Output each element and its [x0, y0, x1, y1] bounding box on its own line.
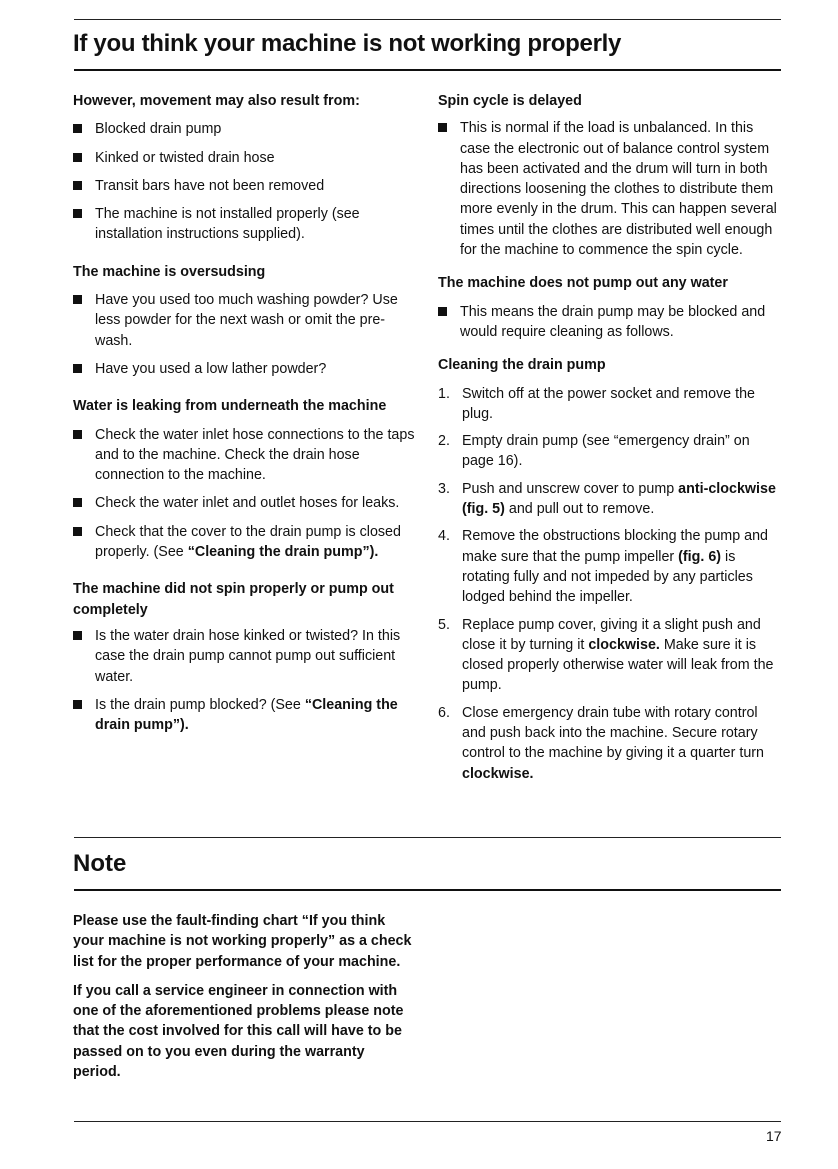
numbered-list	[438, 384, 783, 784]
bullet-list	[438, 302, 783, 343]
item-text: Check the water inlet and outlet hoses for leaks.	[95, 495, 400, 512]
section-heading: The machine did not spin properly or pump out completely	[73, 581, 394, 618]
section-heading: Spin cycle is delayed	[438, 93, 582, 109]
page-title: If you think your machine is not working properly	[73, 30, 622, 57]
square-bullet-icon	[73, 700, 82, 709]
bullet-list	[438, 118, 783, 260]
item-text: Have you used a low lather powder?	[95, 360, 327, 377]
item-text: Check that the cover to the drain pump is closed properly. (See	[95, 523, 401, 561]
item-text: Blocked drain pump	[95, 121, 222, 138]
step-number: 5.	[438, 616, 450, 633]
list-item	[438, 703, 783, 784]
section-heading: However, movement may also result from:	[73, 93, 360, 109]
square-bullet-icon	[438, 123, 447, 132]
section-heading: The machine is oversudsing	[73, 263, 266, 280]
emphasis: anti-clockwise (fig. 5)	[462, 480, 776, 518]
list-item	[438, 118, 783, 260]
step-text: Empty drain pump (see “emergency drain” on page 16).	[462, 433, 750, 470]
step-number: 2.	[438, 433, 450, 450]
cross-reference: “Cleaning the drain pump”).	[187, 544, 379, 561]
bullet-list	[73, 425, 418, 563]
left-column	[73, 91, 418, 735]
note-body	[73, 911, 413, 1091]
list-item	[438, 615, 783, 696]
step-text: Remove the obstructions blocking the pump and make sure that the pump impeller	[462, 528, 768, 565]
list-item	[73, 425, 418, 486]
square-bullet-icon	[438, 307, 447, 316]
list-item	[438, 384, 783, 425]
step-text: Switch off at the power socket and remove the plug.	[462, 385, 755, 422]
emphasis: (fig. 6)	[678, 548, 722, 565]
bullet-list	[73, 626, 418, 735]
section-heading: The machine does not pump out any water	[438, 275, 728, 292]
emphasis: clockwise.	[588, 636, 660, 653]
list-item	[438, 479, 783, 520]
step-number: 3.	[438, 480, 450, 497]
step-text: is rotating fully and not impeded by any particles lodged behind the impeller.	[462, 548, 753, 606]
emphasis: clockwise.	[462, 765, 534, 782]
list-item	[73, 493, 418, 513]
note-top-rule	[74, 837, 781, 838]
note-title: Note	[73, 850, 127, 877]
list-item	[73, 626, 418, 687]
section-heading: Water is leaking from underneath the machine	[73, 398, 387, 415]
list-item	[73, 695, 418, 736]
step-text: Close emergency drain tube with rotary control and push back into the machine. Secure rotary control to the machine by giving it a quarter turn	[462, 704, 764, 762]
square-bullet-icon	[73, 295, 82, 304]
list-item	[438, 302, 783, 343]
list-item	[73, 359, 418, 379]
note-paragraph: Please use the fault-finding chart “If you think your machine is not working properly” as a check list for the proper performance of your machine.	[73, 913, 412, 970]
footer-rule	[74, 1121, 781, 1122]
item-text: This means the drain pump may be blocked and would require cleaning as follows.	[460, 303, 766, 340]
item-text: This is normal if the load is unbalanced. In this case the electronic out of balance control system has been activated and the drum will turn in both directions loosening the clothes to distribute them more evenly in the drum. This can happen several times until the clothes are distributed well enough for the machine to commence the spin cycle.	[460, 120, 777, 259]
square-bullet-icon	[73, 527, 82, 536]
square-bullet-icon	[73, 209, 82, 218]
list-item	[438, 526, 783, 607]
item-text: Is the drain pump blocked? (See	[95, 696, 305, 713]
item-text: Kinked or twisted drain hose	[95, 149, 275, 166]
item-text: Transit bars have not been removed	[95, 177, 325, 194]
item-text: The machine is not installed properly (see installation instructions supplied).	[95, 206, 360, 243]
note-underline	[74, 889, 781, 891]
square-bullet-icon	[73, 124, 82, 133]
note-paragraph: If you call a service engineer in connection with one of the aforementioned problems please note that the cost involved for this call will have to be passed on to you even during the warranty period.	[73, 982, 404, 1081]
step-text: Push and unscrew cover to pump	[462, 480, 679, 497]
item-text: Is the water drain hose kinked or twisted? In this case the drain pump cannot pump out sufficient water.	[95, 627, 401, 685]
step-text: Make sure it is closed properly otherwise water will leak from the pump.	[462, 636, 774, 694]
list-item	[73, 522, 418, 563]
square-bullet-icon	[73, 430, 82, 439]
step-number: 4.	[438, 528, 450, 545]
section-heading: Cleaning the drain pump	[438, 357, 606, 374]
square-bullet-icon	[73, 181, 82, 190]
right-column	[438, 91, 783, 784]
title-underline	[74, 69, 781, 71]
item-text: Check the water inlet hose connections to the taps and to the machine. Check the drain hose connection to the machine.	[95, 426, 415, 484]
square-bullet-icon	[73, 153, 82, 162]
step-text: and pull out to remove.	[504, 501, 655, 518]
list-item	[438, 431, 783, 472]
step-number: 1.	[438, 385, 450, 402]
bullet-list	[73, 290, 418, 379]
top-rule	[74, 19, 781, 20]
square-bullet-icon	[73, 631, 82, 640]
page-number: 17	[766, 1128, 782, 1144]
list-item	[73, 148, 418, 168]
bullet-list	[73, 119, 418, 244]
square-bullet-icon	[73, 498, 82, 507]
step-number: 6.	[438, 704, 450, 721]
step-text: Replace pump cover, giving it a slight push and close it by turning it	[462, 616, 761, 653]
list-item	[73, 204, 418, 245]
cross-reference: “Cleaning the drain pump”).	[95, 696, 398, 734]
item-text: Have you used too much washing powder? Use less powder for the next wash or omit the pre-wash.	[95, 292, 398, 349]
list-item	[73, 290, 418, 351]
list-item	[73, 119, 418, 139]
list-item	[73, 176, 418, 196]
square-bullet-icon	[73, 364, 82, 373]
